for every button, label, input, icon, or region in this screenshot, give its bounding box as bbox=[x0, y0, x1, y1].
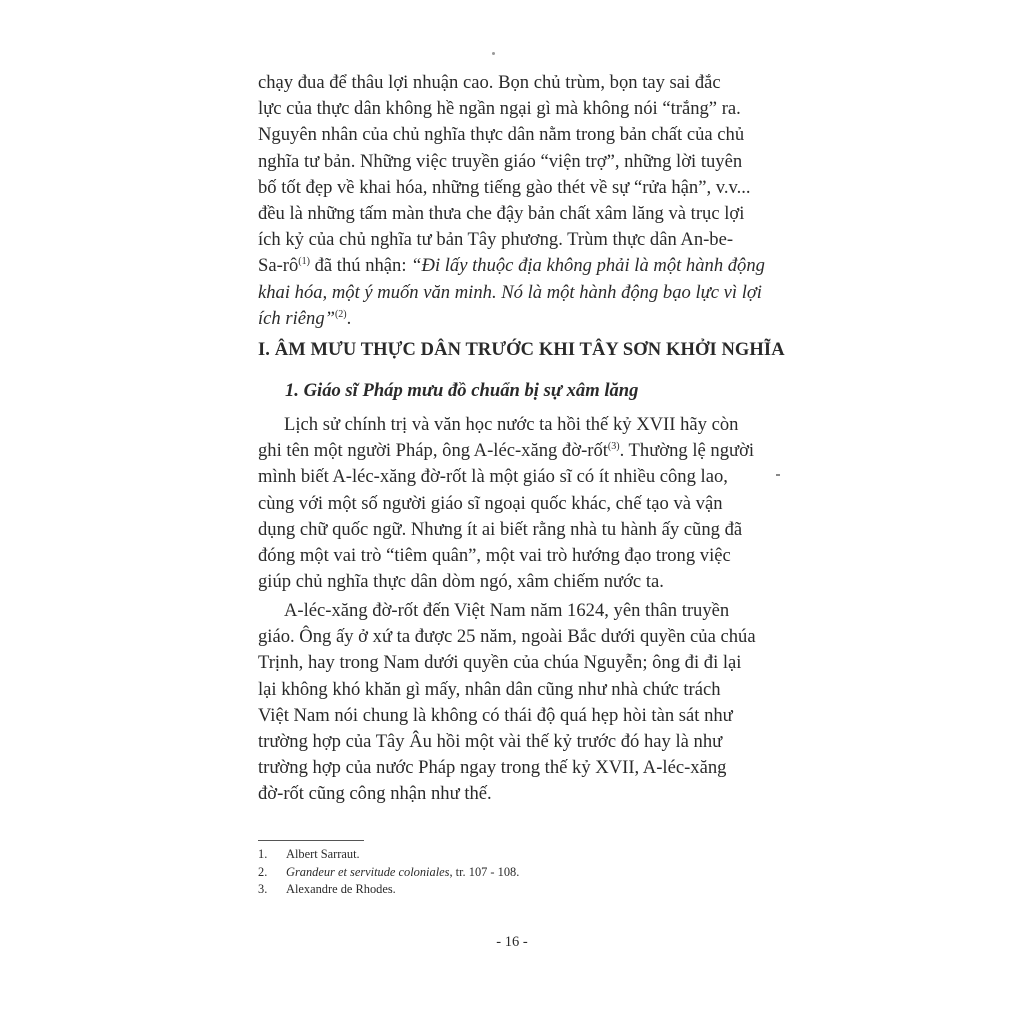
text-line: A-léc-xăng đờ-rốt đến Việt Nam năm 1624, yên thân truyền bbox=[284, 600, 730, 621]
footnote-ref: (2) bbox=[334, 308, 347, 320]
text-line: Việt Nam nói chung là không có thái độ quá hẹp hòi tàn sát như bbox=[258, 704, 733, 726]
text-fragment: ghi tên một người Pháp, ông A-léc-xăng đờ-rốt bbox=[258, 440, 608, 462]
text-line: Lịch sử chính trị và văn học nước ta hồi thế kỷ XVII hãy còn bbox=[284, 414, 739, 435]
text-line: nghĩa tư bản. Những việc truyền giáo “viện trợ”, những lời tuyên bbox=[258, 150, 743, 172]
footnote-item bbox=[258, 881, 519, 899]
footnote-text: Alexandre de Rhodes. bbox=[286, 882, 396, 896]
text-line bbox=[258, 280, 768, 306]
text-line: giáo. Ông ấy ở xứ ta được 25 năm, ngoài Bắc dưới quyền của chúa bbox=[258, 626, 756, 648]
subsection-heading: 1. Giáo sĩ Pháp mưu đồ chuẩn bị sự xâm lăng bbox=[285, 380, 639, 401]
text-line: trường hợp của nước Pháp ngay trong thế kỷ XVII, A-léc-xăng bbox=[258, 757, 727, 779]
text-fragment: Sa-rô bbox=[258, 255, 299, 277]
text-line: trường hợp của Tây Âu hồi một vài thế kỷ trước đó hay là như bbox=[258, 731, 723, 753]
text-line bbox=[258, 438, 768, 464]
footnote-ref: (3) bbox=[607, 441, 620, 453]
paragraph-intro bbox=[258, 70, 768, 332]
quote-text: “Đi lấy thuộc địa không phải là một hành động bbox=[411, 255, 765, 277]
text-line: đều là những tấm màn thưa che đậy bản chất xâm lăng và trục lợi bbox=[258, 203, 745, 225]
text-line: mình biết A-léc-xăng đờ-rốt là một giáo sĩ có ít nhiều công lao, bbox=[258, 466, 728, 488]
text-line: đóng một vai trò “tiêm quân”, một vai trò hướng đạo trong việc bbox=[258, 545, 731, 567]
text-line: ích kỷ của chủ nghĩa tư bản Tây phương. Trùm thực dân An-be- bbox=[258, 229, 734, 251]
text-line bbox=[258, 306, 768, 332]
paragraph-history bbox=[258, 412, 768, 595]
footnotes-list bbox=[258, 846, 519, 899]
footnote-number: 1. bbox=[258, 847, 268, 861]
print-speck bbox=[776, 474, 780, 476]
quote-text: ích riêng” bbox=[258, 307, 335, 329]
print-speck bbox=[492, 52, 495, 55]
footnote-item bbox=[258, 846, 519, 864]
footnote-ref: (1) bbox=[298, 256, 310, 268]
text-line: Trịnh, hay trong Nam dưới quyền của chúa Nguyễn; ông đi đi lại bbox=[258, 652, 742, 674]
footnote-text: , tr. 107 - 108. bbox=[449, 864, 520, 879]
page-number: - 16 - bbox=[496, 934, 528, 950]
footnote-number: 3. bbox=[258, 882, 268, 896]
text-line bbox=[258, 253, 768, 279]
text-line: lại không khó khăn gì mấy, nhân dân cũng như nhà chức trách bbox=[258, 678, 721, 700]
text-line: giúp chủ nghĩa thực dân dòm ngó, xâm chiếm nước ta. bbox=[258, 571, 664, 593]
footnote-text: Albert Sarraut. bbox=[286, 847, 360, 861]
quote-text: khai hóa, một ý muốn văn minh. Nó là một hành động bạo lực vì lợi bbox=[258, 281, 762, 303]
text-line: dụng chữ quốc ngữ. Nhưng ít ai biết rằng nhà tu hành ấy cũng đã bbox=[258, 518, 743, 540]
footnote-title: Grandeur et servitude coloniales bbox=[286, 864, 450, 879]
footnote-divider bbox=[258, 840, 364, 841]
text-fragment: đã thú nhận: bbox=[309, 255, 412, 277]
text-fragment: . bbox=[346, 307, 352, 329]
text-fragment: . Thường lệ người bbox=[619, 440, 755, 462]
text-line: đờ-rốt cũng công nhận như thế. bbox=[258, 783, 492, 805]
text-line: lực của thực dân không hề ngần ngại gì mà không nói “trắng” ra. bbox=[258, 98, 741, 120]
footnote-number: 2. bbox=[258, 864, 268, 879]
footnote-item bbox=[258, 864, 519, 882]
text-line: Nguyên nhân của chủ nghĩa thực dân nằm trong bản chất của chủ bbox=[258, 124, 745, 146]
text-line: bố tốt đẹp về khai hóa, những tiếng gào thét về sự “rửa hận”, v.v... bbox=[258, 176, 751, 198]
text-line: cùng với một số người giáo sĩ ngoại quốc khác, chế tạo và vận bbox=[258, 492, 723, 514]
text-line: chạy đua để thâu lợi nhuận cao. Bọn chủ trùm, bọn tay sai đắc bbox=[258, 72, 721, 93]
section-heading: I. ÂM MƯU THỰC DÂN TRƯỚC KHI TÂY SƠN KHỞI NGHĨA bbox=[258, 340, 785, 360]
paragraph-arrival bbox=[258, 598, 768, 808]
